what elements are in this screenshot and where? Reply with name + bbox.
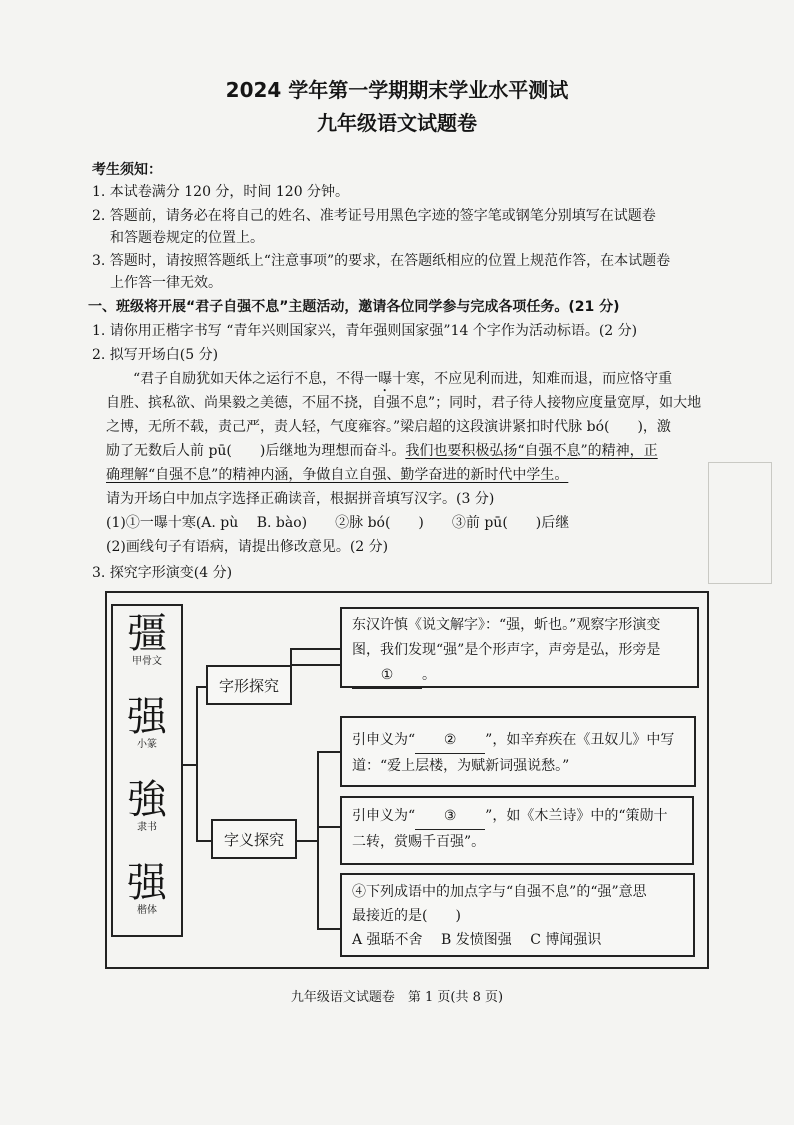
question-2: 2. 拟写开场白(5 分) (92, 347, 219, 363)
card-text: ④下列成语中的加点字与“自强不息”的“强”意思 (352, 884, 647, 900)
glyph-char: 强 (127, 860, 167, 906)
glyph-column (111, 604, 183, 937)
card-text: 引申义为“ (352, 808, 416, 824)
card-answer-line: ① 。 (352, 663, 687, 689)
card-text: 二转，赏赐千百强”。 (352, 834, 486, 850)
answer-blank-2[interactable]: ② (415, 728, 485, 754)
connector (291, 664, 340, 666)
glyph-clerical (113, 778, 181, 834)
question-2-sub-1: (1)①一曝十寒(A. pù B. bào) ②脉 bó( ) ③前 pū( )后继 (106, 515, 570, 531)
card-form-analysis (340, 607, 699, 688)
card-text: ”，如辛弃疾在《丑奴儿》中写 (485, 732, 675, 748)
speech-line-1 (133, 369, 672, 395)
glyph-char: 强 (127, 694, 167, 740)
notice-item-3: 3. 答题时，请按照答题纸上“注意事项”的要求，在答题纸相应的位置上规范作答，在本试题卷 (92, 253, 671, 269)
notice-heading: 考生须知： (92, 162, 162, 178)
exam-title: 2024 学年第一学期期末学业水平测试 (225, 78, 569, 102)
speech-text: 十寒，不应见利而进，知难而退，而应恪守重 (392, 371, 673, 387)
question-1: 1. 请你用正楷字书写 “青年兴则国家兴，青年强则国家强”14 个字作为活动标语。(2 分) (92, 323, 638, 339)
glyph-oracle (113, 612, 181, 668)
underlined-sentence-cont: 确理解“自强不息”的精神内涵，争做自立自强、勤学奋进的新时代中学生。 (106, 467, 569, 483)
speech-text: “君子自励犹如天体之运行不息，不得一 (133, 371, 379, 387)
card-text: 引申义为“ (352, 732, 416, 748)
connector (296, 840, 318, 842)
page-footer: 九年级语文试题卷 第 1 页(共 8 页) (290, 990, 504, 1005)
card-text: 东汉许慎《说文解字》：“强，蚚也。”观察字形演变 (352, 617, 661, 633)
connector (317, 826, 340, 828)
notice-item-2-cont: 和答题卷规定的位置上。 (110, 230, 264, 246)
glyph-regular (113, 861, 181, 917)
card-text-line (352, 638, 687, 663)
notice-item-3-cont: 上作答一律无效。 (110, 275, 222, 291)
speech-line-2: 自胜、摈私欲、尚果毅之美德，不屈不挠，自强不息”；同时，君子待人接物应度量宽厚，如大地 (106, 395, 702, 411)
label-form-exploration: 字形探究 (206, 665, 292, 705)
glyph-label: 小篆 (137, 739, 157, 750)
dotted-char: 曝 (378, 371, 393, 387)
connector (181, 764, 197, 766)
card-text-line (352, 722, 684, 754)
connector (317, 751, 340, 753)
card-text: ”，如《木兰诗》中的“策勋十 (485, 808, 668, 824)
glyph-char: 彊 (127, 611, 167, 657)
underlined-sentence: 我们也要积极弘扬“自强不息”的精神，正 (405, 443, 658, 459)
speech-line-4 (106, 441, 658, 461)
glyph-char: 強 (127, 777, 167, 823)
card-meaning-2 (340, 716, 696, 787)
glyph-label: 隶书 (137, 822, 157, 833)
connector (196, 840, 212, 842)
connector (290, 648, 340, 650)
speech-text: 励了无数后人前 pū( )后继地为理想而奋斗。 (106, 443, 406, 459)
glyph-seal-script (113, 695, 181, 751)
card-meaning-4 (340, 873, 695, 957)
card-text: 道：“爱上层楼，为赋新词强说愁。” (352, 758, 570, 774)
answer-blank-1[interactable]: ① (352, 663, 422, 689)
speech-line-3: 之博，无所不载，责己严，责人轻，气度雍容。”梁启超的这段演讲紧扣时代脉 bó( )，激 (106, 419, 671, 435)
notice-item-2: 2. 答题前，请务必在将自己的姓名、准考证号用黑色字迹的签字笔或钢笔分别填写在试题卷 (92, 208, 656, 224)
label-meaning-exploration: 字义探究 (211, 819, 297, 859)
notice-item-1: 1. 本试卷满分 120 分，时间 120 分钟。 (92, 184, 350, 200)
answer-blank-3[interactable]: ③ (415, 804, 485, 830)
glyph-label: 甲骨文 (132, 656, 162, 667)
question-2-sub-2: (2)画线句子有语病，请提出修改意见。(2 分) (106, 539, 389, 555)
exam-subtitle: 九年级语文试题卷 (317, 111, 477, 135)
card-text: 图，我们发现“强”是个形声字，声旁是弘，形旁是 (352, 642, 661, 658)
connector-branch (317, 751, 319, 929)
connector (317, 928, 340, 930)
question-2-instruction: 请为开场白中加点字选择正确读音，根据拼音填写汉字。(3 分) (106, 491, 495, 507)
card-text: 最接近的是( ) (352, 908, 461, 924)
card-options: A 强聒不舍 B 发愤图强 C 博闻强识 (352, 932, 602, 948)
connector (290, 648, 292, 666)
show-through-mark (708, 462, 772, 584)
question-3: 3. 探究字形演变(4 分) (92, 565, 233, 581)
card-meaning-3 (340, 796, 694, 865)
card-text-line (352, 802, 682, 830)
glyph-label: 楷体 (137, 905, 157, 916)
section-1-heading: 一、班级将开展“君子自强不息”主题活动，邀请各位同学参与完成各项任务。(21 分) (88, 299, 620, 315)
